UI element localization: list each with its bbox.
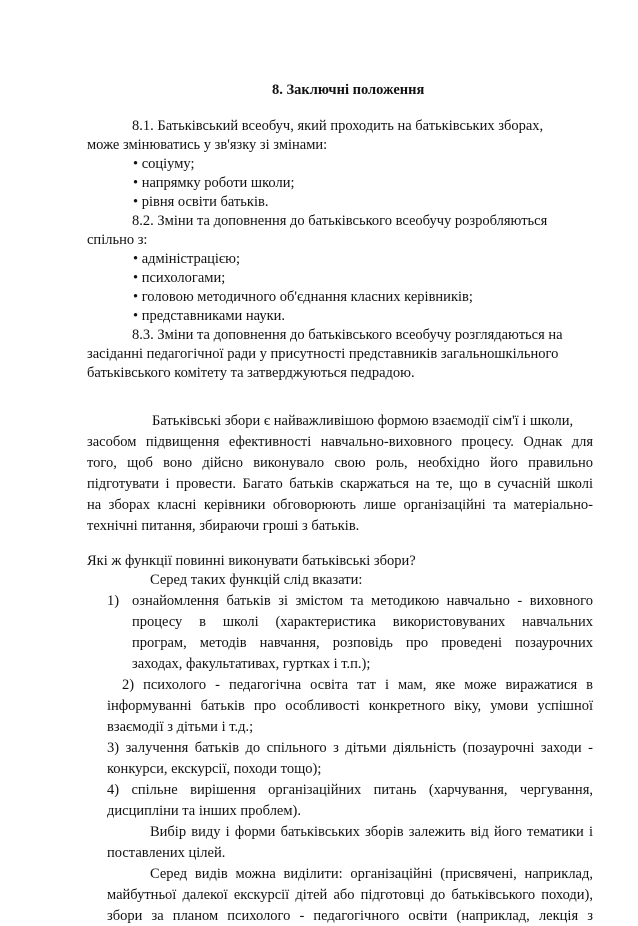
list-item: • рівня освіти батьків.	[133, 194, 269, 210]
paragraph-line: технічні питання, збираючи гроші з батьків.	[87, 518, 360, 534]
paragraph-line: Серед видів можна виділити: організаційні (присвячені, наприклад,	[150, 866, 593, 882]
question-line: Які ж функції повинні виконувати батьківські збори?	[87, 553, 416, 569]
paragraph-line: Батьківські збори є найважливішою формою взаємодії сім'ї і школи,	[152, 413, 574, 429]
list-item: інформуванні батьків про особливості конкретного віку, умови успішної	[107, 698, 593, 714]
paragraph-line: батьківського комітету та затверджуються педрадою.	[87, 365, 415, 381]
paragraph-line: майбутньої далекої екскурсії дітей або підготовці до батьківського походи),	[107, 887, 593, 903]
paragraph-line: може змінюватись у зв'язку зі змінами:	[87, 137, 328, 153]
paragraph-line: 8.1. Батьківський всеобуч, який проходить на батьківських зборах,	[132, 118, 544, 134]
list-number: 1)	[107, 593, 120, 609]
list-item: заходах, факультативах, гуртках і т.п.);	[132, 656, 371, 672]
list-item: взаємодії з дітьми і т.д.;	[107, 719, 254, 735]
paragraph-line: 8.2. Зміни та доповнення до батьківського всеобучу розробляються	[132, 213, 548, 229]
list-item: конкурси, екскурсії, походи тощо);	[107, 761, 322, 777]
paragraph-line: збори за планом психолого - педагогічного освіти (наприклад, лекція з	[107, 908, 593, 924]
paragraph-line: на зборах класні керівники обговорюють лише організаційні та матеріально-	[87, 497, 593, 513]
list-item: 2) психолого - педагогічна освіта тат і мам, яке може виражатися в	[122, 677, 593, 693]
paragraph-line: підготувати і провести. Багато батьків скаржаться на те, що в сучасній школі	[87, 476, 593, 492]
list-item: • напрямку роботи школи;	[133, 175, 295, 191]
list-item: • адміністрацією;	[133, 251, 241, 267]
list-item: програм, методів навчання, розповідь про проведені позаурочних	[132, 635, 593, 651]
list-item: 3) залучення батьків до спільного з дітьми діяльність (позаурочні заходи -	[107, 740, 593, 756]
paragraph-line: засіданні педагогічної ради у присутності представників загальношкільного	[87, 346, 559, 362]
paragraph-line: того, щоб воно дійсно виконувало свою роль, необхідно його правильно	[87, 455, 593, 471]
list-item: • представниками науки.	[133, 308, 286, 324]
list-item: 4) спільне вирішення організаційних питань (харчування, чергування,	[107, 782, 593, 798]
paragraph-line: спільно з:	[87, 232, 148, 248]
section-heading: 8. Заключні положення	[272, 82, 425, 98]
list-item: • соціуму;	[133, 156, 195, 172]
paragraph-line: засобом підвищення ефективності навчально-виховного процесу. Однак для	[87, 434, 593, 450]
paragraph-line: поставлених цілей.	[107, 845, 226, 861]
list-item: дисципліни та інших проблем).	[107, 803, 302, 819]
paragraph-line: Серед таких функцій слід вказати:	[150, 572, 363, 588]
list-item: ознайомлення батьків зі змістом та методикою навчально - виховного	[132, 593, 593, 609]
paragraph-line: 8.3. Зміни та доповнення до батьківського всеобучу розглядаються на	[132, 327, 563, 343]
list-item: • психологами;	[133, 270, 226, 286]
paragraph-line: Вибір виду і форми батьківських зборів залежить від його тематики і	[150, 824, 593, 840]
list-item: • головою методичного об'єднання класних керівників;	[133, 289, 473, 305]
list-item: процесу в школі (характеристика використовуваних навчальних	[132, 614, 593, 630]
